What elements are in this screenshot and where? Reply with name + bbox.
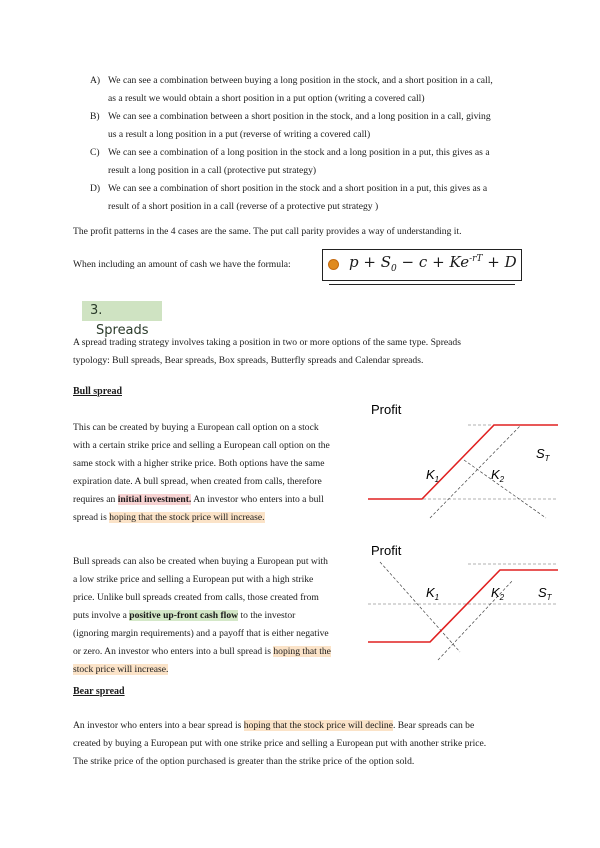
bull-spread-put-chart: [368, 540, 558, 670]
k2-label: $K_2$: [491, 467, 505, 484]
text-span: puts involve a: [73, 610, 130, 621]
bull-spread-paragraph-puts: [73, 553, 373, 679]
short-put-line: [438, 580, 513, 660]
formula-underline: [329, 284, 515, 285]
bear-spread-heading: Bear spread: [73, 686, 125, 697]
text-line: (ignoring margin requirements) and a payoff that is either negative: [73, 628, 329, 639]
text-line: Bull spreads can also be created when buying a European put with: [73, 556, 328, 567]
formula-box: [322, 249, 522, 281]
text-span: or zero. An investor who enters into a bull spread is: [73, 646, 274, 657]
spreads-intro: [73, 334, 543, 370]
text-span: An investor who enters into a bear spread is: [73, 720, 244, 731]
formula-plus: +: [487, 253, 500, 271]
highlight-price-increase: hoping that the stock price will increase.: [109, 512, 265, 523]
text-line: created by buying a European put with one strike price and selling a European put with another strike price.: [73, 738, 487, 749]
text-span: to the investor: [238, 610, 296, 621]
payoff-line: [368, 425, 558, 499]
list-item: [90, 108, 530, 144]
list-letter: C): [90, 147, 100, 158]
short-call-line: [464, 460, 546, 518]
chart-title: Profit: [371, 543, 402, 558]
formula-ke: Ke: [449, 253, 470, 271]
long-call-line: [430, 425, 521, 518]
formula-p: p: [349, 253, 359, 271]
bull-spread-paragraph-calls: [73, 419, 373, 527]
list-item: [90, 144, 530, 180]
section-title: Spreads: [96, 323, 149, 338]
list-line: us a result a long position in a put (reverse of writing a covered call): [108, 129, 371, 140]
text-line: [73, 717, 543, 735]
formula-s-sub: 0: [391, 264, 397, 274]
k1-label: $K_1$: [426, 585, 440, 602]
highlight-price-increase: stock price will increase.: [73, 664, 169, 675]
formula-c: c: [418, 253, 428, 271]
list-letter: A): [90, 75, 101, 86]
text-line: [73, 607, 373, 625]
spreads-intro-line: A spread trading strategy involves taking a position in two or more options of the same type. Spreads: [73, 337, 461, 348]
highlight-price-increase: hoping that the: [273, 646, 331, 657]
bull-spread-heading: Bull spread: [73, 386, 122, 397]
formula-s: S: [380, 253, 392, 271]
put-call-parity-formula: [349, 253, 517, 274]
chart-title: Profit: [371, 402, 402, 417]
st-label: $S_T$: [538, 585, 552, 602]
text-line: price. Unlike bull spreads created from calls, those created from: [73, 592, 319, 603]
highlight-price-decline: hoping that the stock price will decline: [243, 720, 393, 731]
long-put-line: [380, 562, 460, 652]
list-line: We can see a combination of short position in the stock and a short position in a put, this gives as a: [108, 183, 488, 194]
list-item: [90, 72, 530, 108]
formula-minus: −: [401, 253, 415, 271]
formula-plus: +: [363, 253, 376, 271]
highlight-initial-investment: initial investment.: [117, 494, 192, 505]
list-line: as a result we would obtain a short position in a put option (writing a covered call): [108, 93, 425, 104]
text-line: same stock with a higher strike price. Both options have the same: [73, 458, 325, 469]
formula-d: D: [504, 253, 517, 271]
bull-spread-call-chart: [368, 400, 558, 520]
cash-formula-intro: When including an amount of cash we have the formula:: [73, 259, 291, 270]
text-line: expiration date. A bull spread, when created from calls, therefore: [73, 476, 322, 487]
text-line: [73, 643, 373, 661]
orange-bullet-icon: [329, 260, 338, 269]
list-line: We can see a combination between a short position in the stock, and a long position in a call, giving: [108, 111, 491, 122]
spreads-intro-line: typology: Bull spreads, Bear spreads, Box spreads, Butterfly spreads and Calendar spreads.: [73, 355, 424, 366]
list-line: result of a short position in a call (reverse of a protective put strategy ): [108, 201, 379, 212]
text-line: with a certain strike price and selling a European call option on the: [73, 440, 330, 451]
formula-plus: +: [432, 253, 445, 271]
highlight-cash-flow: positive up-front cash flow: [129, 610, 239, 621]
section-number: 3.: [90, 303, 103, 318]
section-heading: [82, 301, 162, 338]
st-label: $S_T$: [536, 446, 550, 463]
list-line: result a long position in a call (protective put strategy): [108, 165, 317, 176]
text-line: [73, 491, 373, 509]
profit-patterns-text: The profit patterns in the 4 cases are the same. The put call parity provides a way of understanding it.: [73, 226, 462, 237]
text-span: requires an: [73, 494, 118, 505]
text-line: The strike price of the option purchased is greater than the strike price of the option sold.: [73, 756, 415, 767]
list-item: [90, 180, 530, 216]
options-list: [90, 72, 530, 216]
text-line: [73, 509, 373, 527]
formula-exponent: -rT: [469, 254, 483, 264]
text-line: This can be created by buying a European call option on a stock: [73, 422, 319, 433]
text-span: An investor who enters into a bull: [191, 494, 324, 505]
list-letter: D): [90, 183, 101, 194]
list-letter: B): [90, 111, 100, 122]
bear-spread-paragraph: [73, 717, 543, 771]
list-line: We can see a combination between buying a long position in the stock, and a short position in a call,: [108, 75, 493, 86]
k1-label: $K_1$: [426, 467, 440, 484]
text-line: a low strike price and selling a European put with a high strike: [73, 574, 314, 585]
text-span: . Bear spreads can be: [392, 720, 475, 731]
k2-label: $K_2$: [491, 585, 505, 602]
text-line: [73, 661, 373, 679]
text-span: spread is: [73, 512, 110, 523]
list-line: We can see a combination of a long position in the stock and a long position in a put, this gives as a: [108, 147, 490, 158]
